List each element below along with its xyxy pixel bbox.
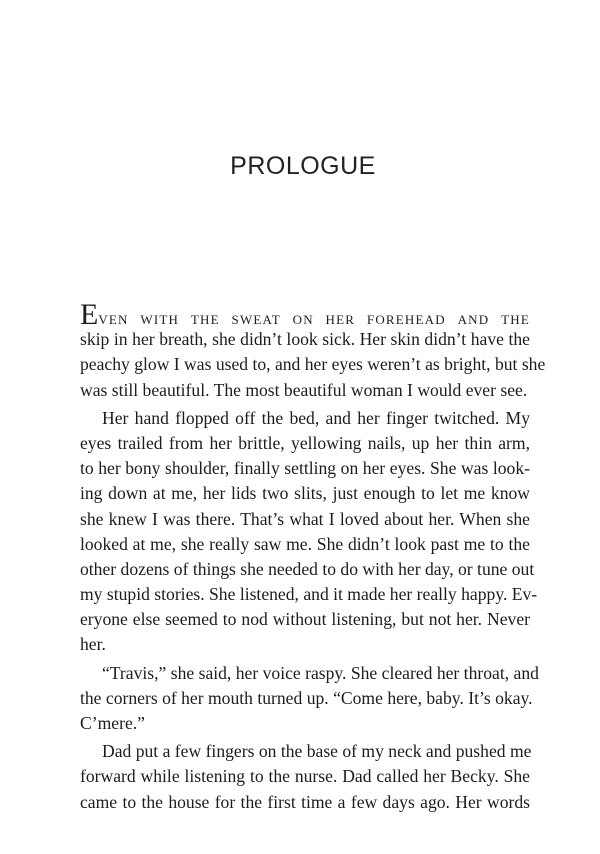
text-line: her. <box>80 634 106 655</box>
text-line: the corners of her mouth turned up. “Come here, baby. It’s okay. <box>80 687 533 708</box>
drop-cap: E <box>80 298 99 331</box>
text-line: eryone else seemed to nod without listening, but not her. Never <box>80 609 530 630</box>
chapter-body <box>80 298 546 815</box>
text-line: other dozens of things she needed to do with her day, or tune out <box>80 558 535 579</box>
text-line: “Travis,” she said, her voice raspy. She cleared her throat, and <box>102 662 539 683</box>
opening-small-caps: ven with the sweat on her forehead and the <box>98 308 530 328</box>
text-line: eyes trailed from her brittle, yellowing nails, up her thin arm, <box>80 432 530 453</box>
text-line <box>80 298 530 331</box>
text-line: ing down at me, her lids two slits, just enough to let me know <box>80 483 530 504</box>
paragraph <box>80 739 530 815</box>
text-line: C’mere.” <box>80 713 145 733</box>
chapter-title: PROLOGUE <box>230 152 376 180</box>
text-line: my stupid stories. She listened, and it made her really happy. Ev- <box>80 584 538 605</box>
paragraph <box>80 661 539 737</box>
text-line: came to the house for the first time a few days ago. Her words <box>80 791 530 812</box>
text-line: was still beautiful. The most beautiful woman I would ever see. <box>80 379 528 400</box>
text-line: Dad put a few fingers on the base of my neck and pushed me <box>102 741 532 762</box>
text-line: peachy glow I was used to, and her eyes weren’t as bright, but she <box>80 354 546 375</box>
paragraph <box>80 406 538 658</box>
text-line: looked at me, she really saw me. She didn’t look past me to the <box>80 533 530 554</box>
text-line: she knew I was there. That’s what I loved about her. When she <box>80 508 530 529</box>
paragraph <box>80 298 546 403</box>
text-line: skip in her breath, she didn’t look sick. Her skin didn’t have the <box>80 329 530 350</box>
text-line: forward while listening to the nurse. Dad called her Becky. She <box>80 766 530 787</box>
text-line: to her bony shoulder, finally settling on her eyes. She was look- <box>80 458 530 479</box>
text-line: Her hand flopped off the bed, and her finger twitched. My <box>102 407 530 428</box>
